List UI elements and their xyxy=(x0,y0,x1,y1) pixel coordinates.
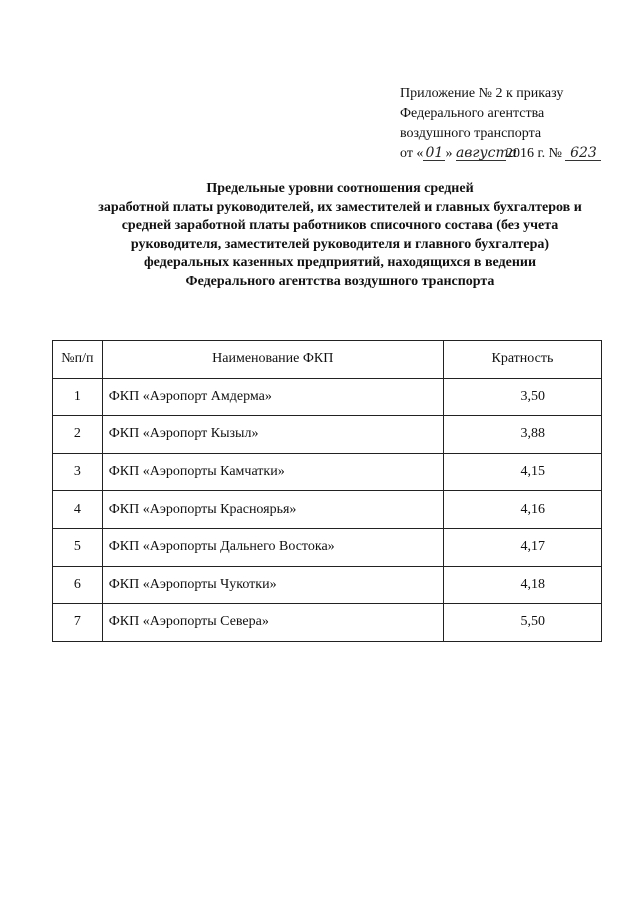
row-name-text: ФКП «Аэропорт Кызыл» xyxy=(108,426,259,442)
row-num: 6 xyxy=(53,566,103,604)
header-name: Наименование ФКП xyxy=(102,341,443,379)
row-ratio xyxy=(443,453,601,491)
table-row xyxy=(53,453,602,491)
table-row xyxy=(53,528,602,566)
row-name xyxy=(102,416,443,454)
row-ratio xyxy=(443,566,601,604)
row-ratio xyxy=(443,491,601,529)
row-ratio xyxy=(443,604,601,642)
title-line: средней заработной платы работников списочного состава (без учета xyxy=(121,218,559,234)
row-name-text: ФКП «Аэропорты Чукотки» xyxy=(108,576,277,592)
table-row xyxy=(53,604,602,642)
date-mid: » xyxy=(445,146,453,161)
annex-header xyxy=(400,84,601,164)
title-line: федеральных казенных предприятий, находящихся в ведении xyxy=(143,255,537,271)
row-ratio-text: 3,88 xyxy=(520,426,545,442)
date-year: 2016 г. № xyxy=(505,146,562,161)
table-row xyxy=(53,378,602,416)
document-title xyxy=(50,180,630,292)
row-name-text: ФКП «Аэропорты Севера» xyxy=(108,614,269,630)
row-name-text: ФКП «Аэропорты Красноярья» xyxy=(108,501,297,517)
title-line: заработной платы руководителей, их заместителей и главных бухгалтеров и xyxy=(98,199,582,215)
row-num: 1 xyxy=(53,378,103,416)
row-name xyxy=(102,566,443,604)
annex-line-2: Федерального агентства xyxy=(400,106,545,121)
annex-line-1: Приложение № 2 к приказу xyxy=(400,86,564,101)
row-ratio-text: 4,15 xyxy=(520,464,545,480)
ratio-table xyxy=(52,340,602,642)
header-num: №п/п xyxy=(53,341,103,379)
row-num: 2 xyxy=(53,416,103,454)
date-prefix: от « xyxy=(400,146,424,161)
handwritten-month: августа xyxy=(455,145,518,161)
row-ratio xyxy=(443,378,601,416)
title-line: Федерального агентства воздушного транспорта xyxy=(185,273,495,289)
header-ratio: Кратность xyxy=(443,341,601,379)
row-name-text: ФКП «Аэропорты Камчатки» xyxy=(108,464,285,480)
title-line: руководителя, заместителей руководителя и главного бухгалтера) xyxy=(130,236,550,252)
row-name xyxy=(102,453,443,491)
table-row xyxy=(53,566,602,604)
row-num: 3 xyxy=(53,453,103,491)
handwritten-day: 01 xyxy=(423,146,445,161)
row-name-text: ФКП «Аэропорты Дальнего Востока» xyxy=(108,539,335,555)
row-name xyxy=(102,491,443,529)
row-name xyxy=(102,604,443,642)
row-ratio-text: 5,50 xyxy=(520,614,545,630)
row-ratio xyxy=(443,416,601,454)
row-ratio-text: 4,16 xyxy=(520,501,545,517)
row-ratio-text: 4,18 xyxy=(520,576,545,592)
row-num: 7 xyxy=(53,604,103,642)
table-row xyxy=(53,416,602,454)
row-ratio xyxy=(443,528,601,566)
row-num: 5 xyxy=(53,528,103,566)
title-line: Предельные уровни соотношения средней xyxy=(206,181,474,196)
row-ratio-text: 3,50 xyxy=(520,388,545,404)
row-name-text: ФКП «Аэропорт Амдерма» xyxy=(108,388,272,404)
row-name xyxy=(102,378,443,416)
row-ratio-text: 4,17 xyxy=(520,539,545,555)
handwritten-order-number: 623 xyxy=(565,146,601,161)
annex-date-line xyxy=(400,144,601,164)
table-row xyxy=(53,491,602,529)
row-name xyxy=(102,528,443,566)
row-num: 4 xyxy=(53,491,103,529)
annex-line-3: воздушного транспорта xyxy=(400,126,542,141)
table-header-row xyxy=(53,341,602,379)
